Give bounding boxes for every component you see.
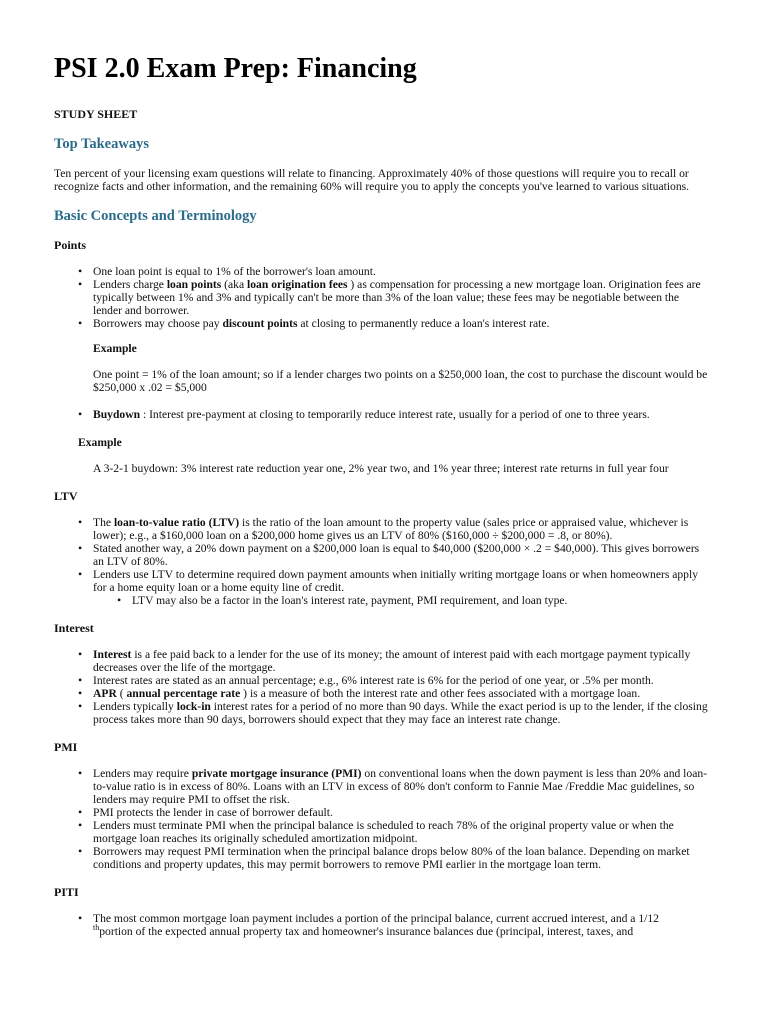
list-item: • Lenders typically lock-in interest rates for a period of no more than 90 days. While the exact period is up to the lender, if the closing process takes more than 90 days, borrowers should expect that they may face an interest rate change.	[93, 700, 708, 726]
example-text: A 3-2-1 buydown: 3% interest rate reduction year one, 2% year two, and 1% year three; interest rate returns in full year four	[93, 462, 669, 475]
list-item: • LTV may also be a factor in the loan's interest rate, payment, PMI requirement, and loan type.	[132, 594, 708, 607]
subheading-pmi: PMI	[54, 740, 78, 754]
example-text: One point = 1% of the loan amount; so if a lender charges two points on a $250,000 loan, the cost to purchase the discount would be $250,000 x .02 = $5,000	[93, 368, 708, 394]
section-heading-basic-concepts: Basic Concepts and Terminology	[54, 208, 257, 224]
list-item: • Interest rates are stated as an annual percentage; e.g., 6% interest rate is 6% for the period of one year, or .5% per month.	[93, 674, 708, 687]
list-item: • The loan-to-value ratio (LTV) is the ratio of the loan amount to the property value (sales price or appraised value, whichever is lower); e.g., a $160,000 loan on a $200,000 home gives us an LTV of 80% ($160,000 ÷ $200,000 = .8, or 80%).	[93, 516, 708, 542]
list-item: • Buydown : Interest pre-payment at closing to temporarily reduce interest rate, usually for a period of one to three years.	[93, 408, 708, 421]
list-item: • Lenders charge loan points (aka loan origination fees ) as compensation for processing a new mortgage loan. Origination fees are typically between 1% and 3% and typically can't be more than 3% of the loan value; these fees may be negotiable between the lender and borrower.	[93, 278, 708, 317]
points-list	[54, 265, 708, 421]
list-item: • Borrowers may request PMI termination when the principal balance drops below 80% of the loan balance. Depending on market conditions and property updates, this may permit borrowers to remove PMI earlier in the mortgage loan term.	[93, 845, 708, 871]
subheading-points: Points	[54, 238, 87, 252]
list-item: • APR ( annual percentage rate ) is a measure of both the interest rate and other fees associated with a mortgage loan.	[93, 687, 708, 700]
ltv-sublist	[93, 594, 708, 607]
ltv-list	[54, 516, 708, 607]
list-item: • Lenders may require private mortgage insurance (PMI) on conventional loans when the down payment is less than 20% and loan-to-value ratio is in excess of 80%. Loans with an LTV in excess of 80% don't conform to Fannie Mae /Freddie Mac guidelines, so lenders may require PMI to offset the risk.	[93, 767, 708, 806]
page-title: PSI 2.0 Exam Prep: Financing	[54, 53, 417, 84]
list-item: • Borrowers may choose pay discount points at closing to permanently reduce a loan's interest rate. Example One point = 1% of the loan amount; so if a lender charges two points on a $250,000 loan, the cost to purchase the discount would be $250,000 x .02 = $5,000	[93, 317, 708, 394]
example-label: Example	[78, 436, 122, 449]
piti-list	[54, 912, 708, 938]
list-item: • The most common mortgage loan payment includes a portion of the principal balance, current accrued interest, and a 1/12 $^{th}$portion of the expected annual property tax and homeowner's insurance balances due (principal, interest, taxes, and	[93, 912, 708, 938]
subheading-ltv: LTV	[54, 489, 78, 503]
interest-list	[54, 648, 708, 726]
list-item: • Stated another way, a 20% down payment on a $200,000 loan is equal to $40,000 ($200,000 × .2 = $40,000). This gives borrowers an LTV of 80%.	[93, 542, 708, 568]
list-item: • PMI protects the lender in case of borrower default.	[93, 806, 708, 819]
section-heading-top-takeaways: Top Takeaways	[54, 136, 149, 152]
study-sheet-label: STUDY SHEET	[54, 107, 138, 121]
list-item: • One loan point is equal to 1% of the borrower's loan amount.	[93, 265, 708, 278]
list-item: • Lenders must terminate PMI when the principal balance is scheduled to reach 78% of the original property value or when the mortgage loan reaches its originally scheduled amortization midpoint.	[93, 819, 708, 845]
list-item: • Interest is a fee paid back to a lender for the use of its money; the amount of interest paid with each mortgage payment typically decreases over the life of the mortgage.	[93, 648, 708, 674]
example-block	[78, 436, 708, 449]
subheading-interest: Interest	[54, 621, 94, 635]
pmi-list	[54, 767, 708, 871]
top-takeaways-paragraph: Ten percent of your licensing exam questions will relate to financing. Approximately 40% of those questions will require you to recall or recognize facts and other information, and the remaining 60% will require you to apply the concepts you've learned to various situations.	[54, 167, 690, 193]
subheading-piti: PITI	[54, 885, 79, 899]
list-item: • Lenders use LTV to determine required down payment amounts when initially writing mortgage loans or when homeowners apply for a home equity loan or a home equity line of credit. • LTV may also be a factor in the loan's interest rate, payment, PMI requirement, and loan type.	[93, 568, 708, 607]
example-label: Example	[93, 342, 137, 355]
